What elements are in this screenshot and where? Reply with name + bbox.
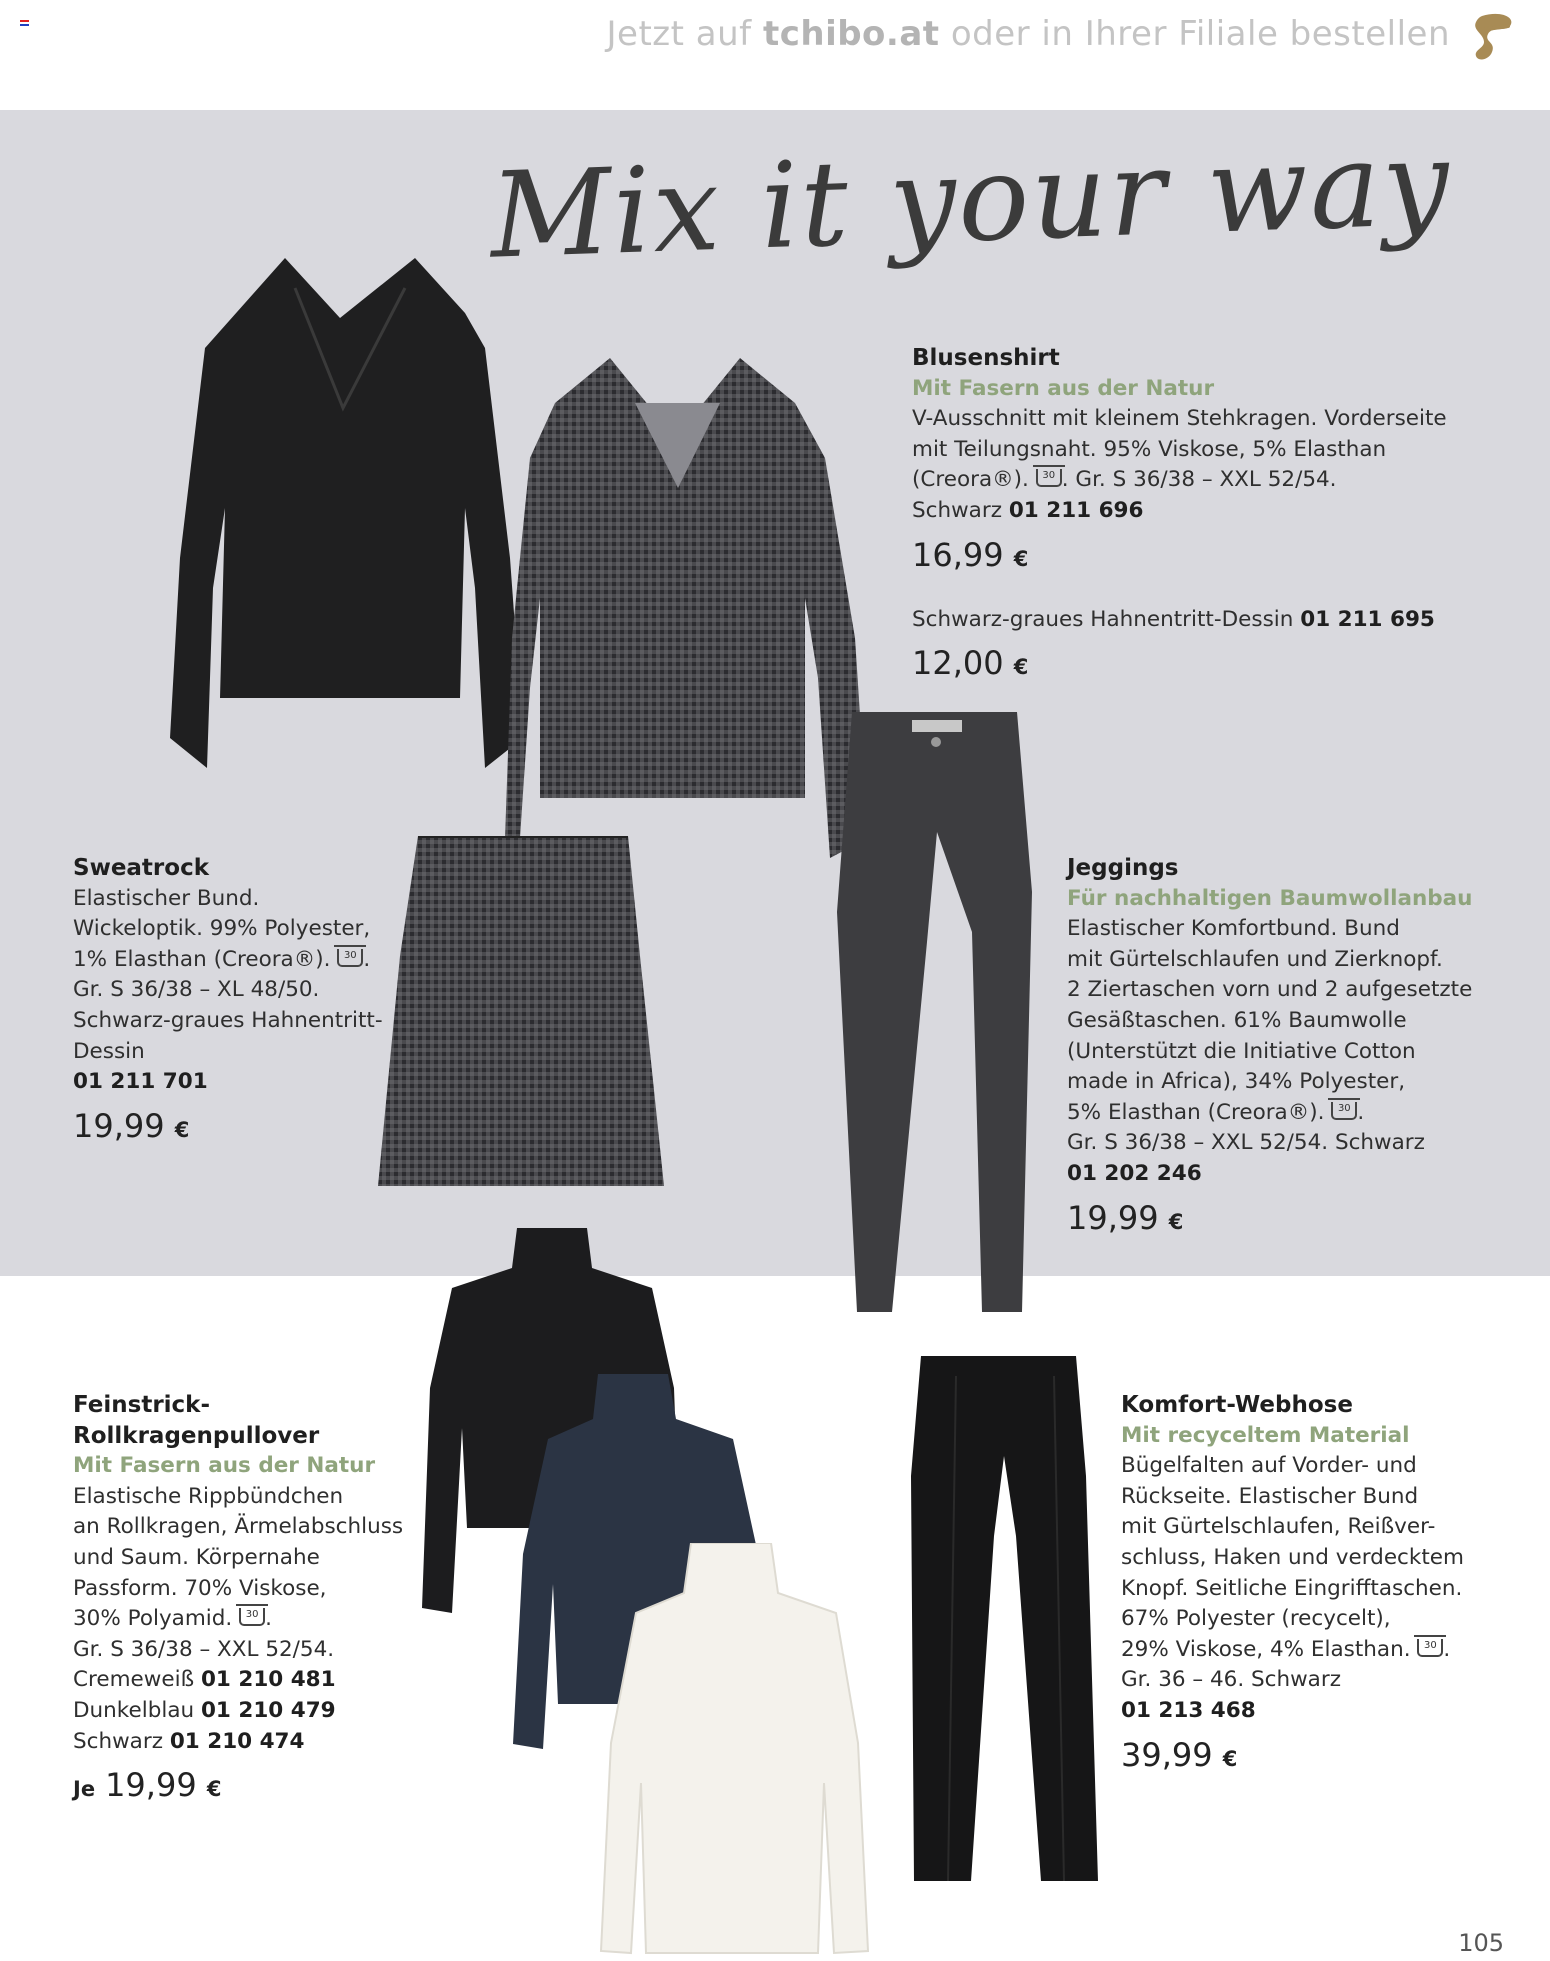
product-description: mit Teilungsnaht. 95% Viskose, 5% Elasthan <box>912 436 1387 462</box>
product-name: Sweatrock <box>73 855 210 881</box>
flag-icon <box>20 20 29 26</box>
product-description: (Creora®). 30 . Gr. S 36/38 – XXL 52/54. <box>912 467 1337 493</box>
product-variant: Schwarz 01 211 696 <box>912 497 1144 523</box>
product-rollkragenpullover <box>73 1390 413 1809</box>
product-description: 67% Polyester (recycelt), <box>1121 1606 1391 1632</box>
product-description: Gr. S 36/38 – XXL 52/54. <box>73 1636 335 1662</box>
product-name: Rollkragenpullover <box>73 1422 320 1449</box>
product-description: mit Gürtelschlaufen und Zierknopf. <box>1067 946 1443 972</box>
article-number: 01 202 246 <box>1067 1160 1202 1186</box>
product-description: mit Gürtelschlaufen, Reißver- <box>1121 1514 1436 1540</box>
page-number: 105 <box>1458 1929 1504 1957</box>
product-description: Passform. 70% Viskose, <box>73 1575 327 1601</box>
order-banner[interactable] <box>607 14 1450 54</box>
product-description: Rückseite. Elastischer Bund <box>1121 1483 1419 1509</box>
price: Je 19,99 € <box>73 1766 222 1805</box>
product-description: Elastischer Komfortbund. Bund <box>1067 916 1400 942</box>
product-jeggings <box>1067 853 1527 1242</box>
black-trousers-image[interactable] <box>906 1356 1102 1886</box>
houndstooth-blouse-image[interactable] <box>500 358 870 868</box>
product-name: Blusenshirt <box>912 345 1060 371</box>
article-number: 01 210 479 <box>200 1697 336 1723</box>
article-number: 01 211 696 <box>1008 497 1144 523</box>
headline-script: Mix it your way <box>487 113 1454 285</box>
product-description: 5% Elasthan (Creora®). 30 . <box>1067 1099 1365 1125</box>
product-variant: Schwarz-graues Hahnentritt-Dessin 01 211 695 <box>912 606 1435 632</box>
wash-30-icon: 30 <box>239 1608 265 1626</box>
product-variant: Cremeweiß 01 210 481 <box>73 1667 336 1693</box>
product-description: schluss, Haken und verdecktem <box>1121 1544 1464 1570</box>
product-description: 30% Polyamid. 30 . <box>73 1606 272 1632</box>
product-description: Elastischer Bund. <box>73 885 260 911</box>
product-description: und Saum. Körpernahe <box>73 1544 320 1570</box>
product-description: Gr. S 36/38 – XL 48/50. <box>73 977 320 1003</box>
product-sweatrock <box>73 853 393 1150</box>
product-description: V-Ausschnitt mit kleinem Stehkragen. Vorderseite <box>912 406 1447 432</box>
product-name: Jeggings <box>1067 855 1179 881</box>
product-description: Wickeloptik. 99% Polyester, <box>73 916 371 942</box>
product-description: made in Africa), 34% Polyester, <box>1067 1069 1406 1095</box>
price: 16,99 € <box>912 535 1029 574</box>
product-tag: Für nachhaltigen Baumwollanbau <box>1067 885 1473 911</box>
price: 19,99 € <box>73 1106 190 1145</box>
article-number: 01 213 468 <box>1121 1697 1256 1723</box>
product-variant: Schwarz 01 210 474 <box>73 1728 305 1754</box>
article-number: 01 210 474 <box>169 1728 305 1754</box>
wash-30-icon: 30 <box>1036 469 1062 487</box>
banner-site-link[interactable]: tchibo.at <box>762 14 940 54</box>
tchibo-logo-icon <box>1462 8 1522 68</box>
banner-suffix: oder in Ihrer Filiale bestellen <box>950 14 1450 54</box>
wash-30-icon: 30 <box>1331 1102 1357 1120</box>
wash-30-icon: 30 <box>1417 1639 1443 1657</box>
product-description: 29% Viskose, 4% Elasthan. 30 . <box>1121 1636 1451 1662</box>
product-description: an Rollkragen, Ärmelabschluss <box>73 1514 404 1540</box>
product-variant: Dunkelblau 01 210 479 <box>73 1697 336 1723</box>
product-tag: Mit Fasern aus der Natur <box>912 375 1215 401</box>
black-jeggings-image[interactable] <box>832 712 1038 1318</box>
price: 12,00 € <box>912 644 1029 683</box>
black-blouse-image[interactable] <box>165 258 535 774</box>
banner-prefix: Jetzt auf <box>606 14 752 54</box>
product-tag: Mit recyceltem Material <box>1121 1422 1410 1448</box>
article-number: 01 211 701 <box>73 1069 208 1095</box>
product-komfort-webhose <box>1121 1390 1521 1779</box>
product-blusenshirt <box>912 343 1472 687</box>
product-name: Feinstrick- <box>73 1392 211 1418</box>
product-description: Bügelfalten auf Vorder- und <box>1121 1453 1417 1479</box>
product-description: Knopf. Seitliche Eingrifftaschen. <box>1121 1575 1463 1601</box>
product-description: Schwarz-graues Hahnentritt- <box>73 1007 383 1033</box>
cream-turtleneck-image[interactable] <box>596 1543 876 1959</box>
product-description: Gr. 36 – 46. Schwarz <box>1121 1667 1341 1693</box>
product-description: 1% Elasthan (Creora®). 30 . <box>73 946 371 972</box>
price: 19,99 € <box>1067 1198 1184 1237</box>
wash-30-icon: 30 <box>337 949 363 967</box>
houndstooth-skirt-image[interactable] <box>378 836 664 1192</box>
price: 39,99 € <box>1121 1735 1238 1774</box>
article-number: 01 211 695 <box>1300 606 1435 632</box>
product-description: (Unterstützt die Initiative Cotton <box>1067 1038 1416 1064</box>
product-tag: Mit Fasern aus der Natur <box>73 1453 376 1479</box>
product-description: 2 Ziertaschen vorn und 2 aufgesetzte <box>1067 977 1473 1003</box>
product-description: Dessin <box>73 1038 145 1064</box>
product-name: Komfort-Webhose <box>1121 1392 1353 1418</box>
product-description: Gesäßtaschen. 61% Baumwolle <box>1067 1007 1407 1033</box>
article-number: 01 210 481 <box>200 1667 336 1693</box>
product-description: Elastische Rippbündchen <box>73 1483 344 1509</box>
product-description: Gr. S 36/38 – XXL 52/54. Schwarz <box>1067 1130 1425 1156</box>
